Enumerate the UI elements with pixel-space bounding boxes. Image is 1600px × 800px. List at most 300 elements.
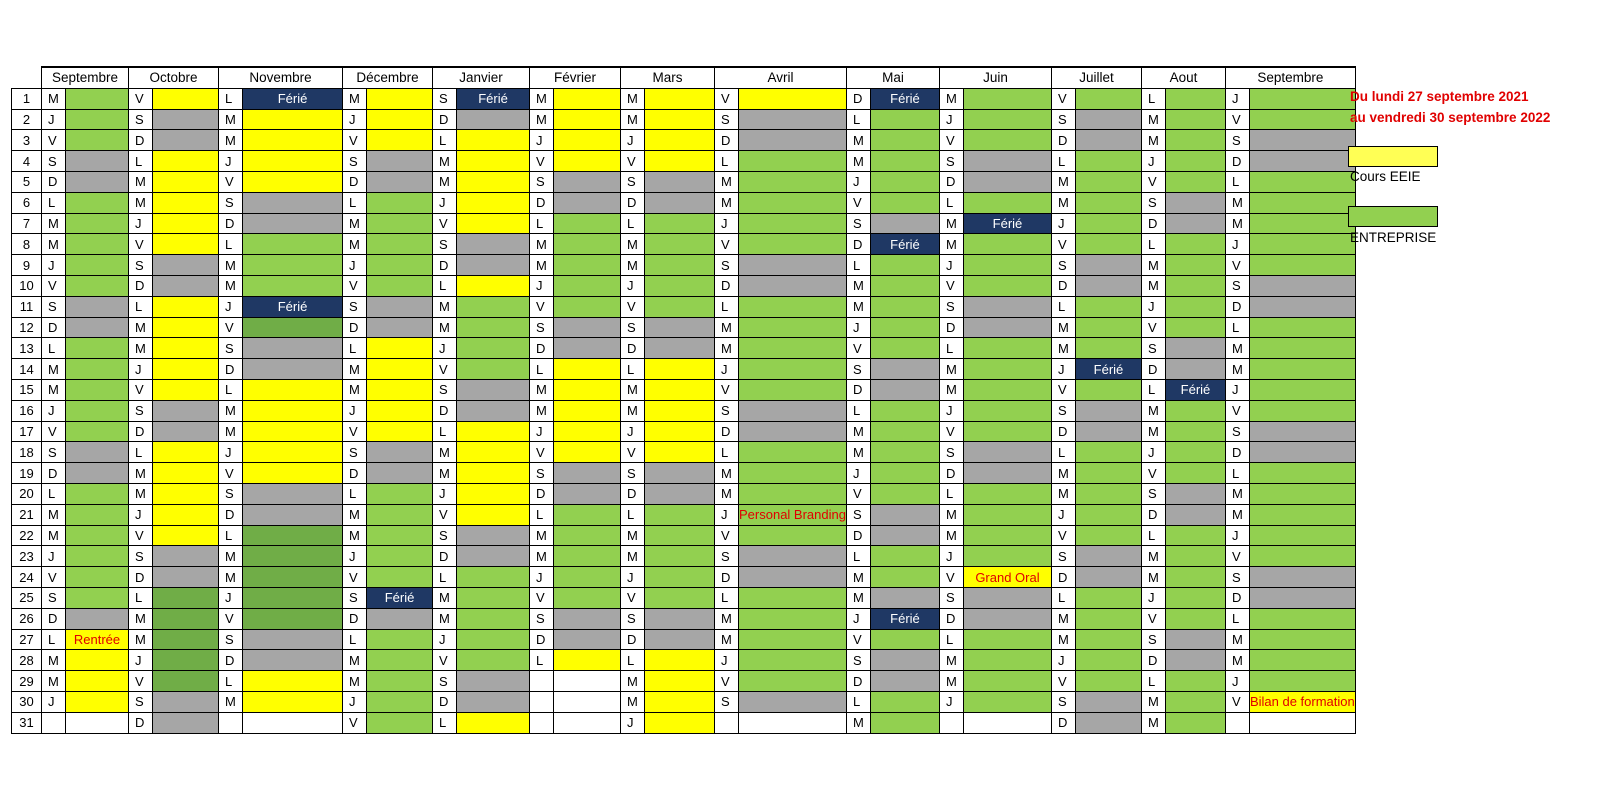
- weekday-letter: S: [1225, 130, 1249, 151]
- weekday-letter: V: [219, 608, 243, 629]
- day-cell: [739, 691, 847, 712]
- weekday-letter: J: [939, 691, 963, 712]
- weekday-letter: S: [1141, 629, 1165, 650]
- weekday-letter: S: [530, 171, 554, 192]
- day-cell: [153, 192, 219, 213]
- day-cell: [153, 691, 219, 712]
- day-cell: [963, 671, 1051, 692]
- day-cell: [1249, 255, 1355, 276]
- weekday-letter: L: [1051, 151, 1075, 172]
- weekday-letter: V: [1051, 234, 1075, 255]
- day-cell: [739, 379, 847, 400]
- weekday-letter: M: [343, 525, 367, 546]
- day-cell: [963, 192, 1051, 213]
- weekday-letter: D: [42, 171, 66, 192]
- day-cell: [153, 255, 219, 276]
- weekday-letter: J: [715, 650, 739, 671]
- weekday-letter: L: [715, 296, 739, 317]
- weekday-letter: V: [219, 171, 243, 192]
- day-cell: [367, 671, 433, 692]
- day-row: [12, 629, 1356, 650]
- weekday-letter: S: [1051, 255, 1075, 276]
- day-cell: [457, 608, 530, 629]
- ferie-cell: Férié: [1075, 359, 1141, 380]
- weekday-letter: V: [433, 650, 457, 671]
- day-cell: [153, 379, 219, 400]
- day-cell: [1249, 275, 1355, 296]
- weekday-letter: D: [715, 421, 739, 442]
- weekday-letter: S: [846, 359, 870, 380]
- day-number: 13: [12, 338, 42, 359]
- day-cell: [645, 712, 715, 733]
- day-cell: [66, 671, 129, 692]
- weekday-letter: M: [42, 88, 66, 109]
- day-cell: [1249, 338, 1355, 359]
- weekday-letter: M: [715, 338, 739, 359]
- weekday-letter: M: [219, 130, 243, 151]
- day-cell: [1165, 525, 1225, 546]
- day-row: [12, 483, 1356, 504]
- day-cell: [1165, 587, 1225, 608]
- weekday-letter: J: [433, 483, 457, 504]
- day-cell: [963, 629, 1051, 650]
- day-cell: [870, 483, 939, 504]
- weekday-letter: M: [1051, 192, 1075, 213]
- day-cell: [1075, 608, 1141, 629]
- weekday-letter: S: [433, 525, 457, 546]
- weekday-letter: M: [530, 525, 554, 546]
- weekday-letter: V: [343, 567, 367, 588]
- weekday-letter: D: [621, 338, 645, 359]
- weekday-letter: V: [42, 275, 66, 296]
- day-cell: [739, 567, 847, 588]
- weekday-letter: M: [939, 213, 963, 234]
- weekday-letter: V: [1225, 546, 1249, 567]
- weekday-letter: M: [433, 463, 457, 484]
- day-row: [12, 504, 1356, 525]
- weekday-letter: J: [530, 421, 554, 442]
- day-number: 15: [12, 379, 42, 400]
- weekday-letter: M: [343, 650, 367, 671]
- day-cell: [1075, 691, 1141, 712]
- legend-label-cours: Cours EEIE: [1350, 169, 1421, 184]
- day-cell: [457, 587, 530, 608]
- day-number: 14: [12, 359, 42, 380]
- day-cell: [1249, 109, 1355, 130]
- weekday-letter: D: [343, 463, 367, 484]
- day-cell: [963, 421, 1051, 442]
- day-cell: [645, 296, 715, 317]
- weekday-letter: S: [1225, 275, 1249, 296]
- day-cell: [66, 255, 129, 276]
- weekday-letter: D: [939, 608, 963, 629]
- weekday-letter: V: [1225, 691, 1249, 712]
- day-cell: [554, 213, 621, 234]
- weekday-letter: S: [129, 546, 153, 567]
- day-cell: [554, 359, 621, 380]
- day-cell: [1075, 629, 1141, 650]
- day-cell: [870, 525, 939, 546]
- weekday-letter: M: [846, 712, 870, 733]
- day-cell: [457, 504, 530, 525]
- weekday-letter: L: [530, 650, 554, 671]
- weekday-letter: J: [343, 691, 367, 712]
- weekday-letter: L: [621, 359, 645, 380]
- day-cell: [367, 567, 433, 588]
- weekday-letter: V: [530, 296, 554, 317]
- weekday-letter: S: [715, 255, 739, 276]
- event-cell: Bilan de formation: [1249, 691, 1355, 712]
- day-cell: [66, 421, 129, 442]
- day-cell: [870, 171, 939, 192]
- day-cell: [153, 483, 219, 504]
- day-cell: [645, 234, 715, 255]
- weekday-letter: L: [1051, 587, 1075, 608]
- weekday-letter: M: [219, 546, 243, 567]
- weekday-letter: V: [433, 213, 457, 234]
- day-cell: [457, 421, 530, 442]
- day-cell: [367, 608, 433, 629]
- day-cell: [457, 567, 530, 588]
- day-cell: [739, 359, 847, 380]
- day-cell: [243, 567, 343, 588]
- day-number: 29: [12, 671, 42, 692]
- weekday-letter: V: [621, 296, 645, 317]
- weekday-letter: L: [1141, 379, 1165, 400]
- day-cell: [1249, 317, 1355, 338]
- weekday-letter: M: [1141, 109, 1165, 130]
- day-cell: [1249, 712, 1355, 733]
- month-header: Février: [530, 67, 621, 88]
- weekday-letter: D: [1051, 712, 1075, 733]
- day-cell: [554, 130, 621, 151]
- weekday-letter: D: [1141, 359, 1165, 380]
- weekday-letter: V: [1225, 400, 1249, 421]
- day-number: 5: [12, 171, 42, 192]
- day-cell: [645, 255, 715, 276]
- weekday-letter: S: [219, 629, 243, 650]
- day-cell: [870, 130, 939, 151]
- weekday-letter: J: [129, 359, 153, 380]
- weekday-letter: S: [715, 400, 739, 421]
- day-cell: [457, 213, 530, 234]
- weekday-letter: S: [42, 442, 66, 463]
- weekday-letter: V: [621, 587, 645, 608]
- weekday-letter: D: [129, 130, 153, 151]
- weekday-letter: M: [1225, 483, 1249, 504]
- day-cell: [457, 192, 530, 213]
- day-cell: [153, 567, 219, 588]
- day-cell: [870, 296, 939, 317]
- weekday-letter: L: [1141, 525, 1165, 546]
- day-row: [12, 213, 1356, 234]
- day-cell: [457, 171, 530, 192]
- weekday-letter: J: [1225, 379, 1249, 400]
- weekday-letter: D: [530, 192, 554, 213]
- weekday-letter: S: [715, 109, 739, 130]
- day-cell: [1075, 567, 1141, 588]
- weekday-letter: V: [715, 379, 739, 400]
- day-cell: [367, 171, 433, 192]
- day-cell: [367, 88, 433, 109]
- day-cell: [739, 296, 847, 317]
- weekday-letter: S: [530, 463, 554, 484]
- weekday-letter: M: [42, 671, 66, 692]
- weekday-letter: J: [530, 567, 554, 588]
- day-cell: [645, 151, 715, 172]
- day-cell: [645, 317, 715, 338]
- weekday-letter: L: [1051, 296, 1075, 317]
- weekday-letter: D: [129, 712, 153, 733]
- weekday-letter: J: [343, 546, 367, 567]
- day-row: [12, 171, 1356, 192]
- weekday-letter: M: [129, 483, 153, 504]
- day-cell: [243, 359, 343, 380]
- day-cell: [66, 712, 129, 733]
- weekday-letter: M: [343, 88, 367, 109]
- weekday-letter: S: [129, 109, 153, 130]
- weekday-letter: M: [846, 567, 870, 588]
- day-cell: [243, 629, 343, 650]
- day-cell: [153, 587, 219, 608]
- weekday-letter: M: [1225, 192, 1249, 213]
- day-cell: [739, 109, 847, 130]
- weekday-letter: V: [1051, 525, 1075, 546]
- weekday-letter: M: [219, 421, 243, 442]
- day-cell: [1075, 275, 1141, 296]
- day-cell: [457, 109, 530, 130]
- day-cell: [1249, 213, 1355, 234]
- day-cell: [66, 379, 129, 400]
- day-cell: [739, 671, 847, 692]
- day-cell: [1165, 546, 1225, 567]
- weekday-letter: M: [1141, 130, 1165, 151]
- day-cell: [645, 338, 715, 359]
- weekday-letter: S: [621, 171, 645, 192]
- weekday-letter: [939, 712, 963, 733]
- day-cell: [554, 171, 621, 192]
- day-cell: [870, 338, 939, 359]
- weekday-letter: L: [433, 275, 457, 296]
- weekday-letter: M: [621, 255, 645, 276]
- day-cell: [739, 151, 847, 172]
- weekday-letter: J: [1225, 88, 1249, 109]
- weekday-letter: D: [846, 525, 870, 546]
- weekday-letter: D: [42, 608, 66, 629]
- weekday-letter: L: [846, 109, 870, 130]
- day-cell: [645, 463, 715, 484]
- day-cell: [1165, 192, 1225, 213]
- weekday-letter: M: [846, 130, 870, 151]
- day-cell: [243, 192, 343, 213]
- day-cell: [963, 400, 1051, 421]
- weekday-letter: M: [219, 255, 243, 276]
- weekday-letter: D: [433, 691, 457, 712]
- weekday-letter: S: [1141, 338, 1165, 359]
- period-line-2: au vendredi 30 septembre 2022: [1350, 110, 1551, 125]
- day-cell: [66, 525, 129, 546]
- weekday-letter: L: [715, 151, 739, 172]
- weekday-letter: D: [530, 338, 554, 359]
- weekday-letter: L: [530, 504, 554, 525]
- weekday-letter: D: [1225, 296, 1249, 317]
- weekday-letter: J: [1051, 213, 1075, 234]
- day-cell: [554, 275, 621, 296]
- calendar-table: [11, 66, 1356, 734]
- weekday-letter: L: [219, 234, 243, 255]
- day-cell: [66, 587, 129, 608]
- day-cell: [1165, 463, 1225, 484]
- weekday-letter: V: [939, 275, 963, 296]
- weekday-letter: S: [846, 213, 870, 234]
- day-cell: [963, 525, 1051, 546]
- day-cell: [645, 275, 715, 296]
- weekday-letter: M: [42, 359, 66, 380]
- day-cell: [1165, 650, 1225, 671]
- weekday-letter: D: [219, 504, 243, 525]
- weekday-letter: S: [621, 463, 645, 484]
- day-row: [12, 359, 1356, 380]
- weekday-letter: M: [1225, 338, 1249, 359]
- day-cell: [963, 317, 1051, 338]
- weekday-letter: J: [1141, 587, 1165, 608]
- ferie-cell: Férié: [870, 88, 939, 109]
- weekday-letter: M: [939, 504, 963, 525]
- day-cell: [554, 463, 621, 484]
- weekday-letter: M: [129, 629, 153, 650]
- weekday-letter: V: [846, 629, 870, 650]
- weekday-letter: S: [846, 504, 870, 525]
- day-row: [12, 712, 1356, 733]
- weekday-letter: V: [1225, 255, 1249, 276]
- weekday-letter: J: [1051, 504, 1075, 525]
- weekday-letter: L: [129, 296, 153, 317]
- weekday-letter: M: [219, 275, 243, 296]
- weekday-letter: J: [621, 130, 645, 151]
- day-cell: [153, 151, 219, 172]
- day-cell: [554, 421, 621, 442]
- day-cell: [1075, 130, 1141, 151]
- day-cell: [66, 483, 129, 504]
- day-cell: [963, 712, 1051, 733]
- weekday-letter: M: [42, 379, 66, 400]
- day-cell: [1165, 691, 1225, 712]
- day-cell: [645, 629, 715, 650]
- day-cell: [457, 463, 530, 484]
- weekday-letter: M: [621, 525, 645, 546]
- weekday-letter: S: [530, 317, 554, 338]
- weekday-letter: M: [621, 546, 645, 567]
- weekday-letter: L: [219, 525, 243, 546]
- event-cell: Grand Oral: [963, 567, 1051, 588]
- weekday-letter: J: [433, 338, 457, 359]
- weekday-letter: M: [433, 296, 457, 317]
- day-cell: [367, 400, 433, 421]
- weekday-letter: S: [433, 671, 457, 692]
- day-cell: [1249, 608, 1355, 629]
- weekday-letter: S: [846, 650, 870, 671]
- weekday-letter: D: [1051, 567, 1075, 588]
- weekday-letter: M: [1225, 213, 1249, 234]
- weekday-letter: S: [42, 587, 66, 608]
- weekday-letter: D: [1225, 442, 1249, 463]
- weekday-letter: D: [621, 192, 645, 213]
- weekday-letter: S: [343, 151, 367, 172]
- weekday-letter: V: [846, 338, 870, 359]
- day-cell: [153, 88, 219, 109]
- day-cell: [153, 546, 219, 567]
- weekday-letter: S: [1225, 421, 1249, 442]
- weekday-letter: V: [219, 317, 243, 338]
- day-cell: [1249, 567, 1355, 588]
- weekday-letter: L: [129, 442, 153, 463]
- day-cell: [1075, 151, 1141, 172]
- weekday-letter: V: [42, 421, 66, 442]
- day-number: 21: [12, 504, 42, 525]
- weekday-letter: M: [433, 317, 457, 338]
- day-cell: [153, 504, 219, 525]
- day-cell: [243, 255, 343, 276]
- weekday-letter: V: [621, 442, 645, 463]
- day-cell: [457, 130, 530, 151]
- day-cell: [645, 691, 715, 712]
- weekday-letter: L: [343, 629, 367, 650]
- weekday-letter: J: [530, 130, 554, 151]
- weekday-letter: V: [433, 504, 457, 525]
- weekday-letter: M: [1141, 421, 1165, 442]
- weekday-letter: J: [42, 691, 66, 712]
- day-number: 28: [12, 650, 42, 671]
- weekday-letter: V: [715, 88, 739, 109]
- day-row: [12, 525, 1356, 546]
- weekday-letter: V: [715, 234, 739, 255]
- day-cell: [1075, 296, 1141, 317]
- month-header: Septembre: [42, 67, 129, 88]
- day-cell: [739, 192, 847, 213]
- weekday-letter: D: [530, 483, 554, 504]
- weekday-letter: S: [621, 317, 645, 338]
- day-cell: [739, 130, 847, 151]
- weekday-letter: S: [715, 546, 739, 567]
- day-cell: [870, 712, 939, 733]
- day-cell: [1075, 504, 1141, 525]
- day-cell: [870, 629, 939, 650]
- day-cell: [1249, 442, 1355, 463]
- day-cell: [243, 130, 343, 151]
- day-cell: [66, 213, 129, 234]
- weekday-letter: L: [1141, 671, 1165, 692]
- ferie-cell: Férié: [243, 296, 343, 317]
- weekday-letter: M: [42, 650, 66, 671]
- weekday-letter: M: [343, 213, 367, 234]
- weekday-letter: S: [219, 483, 243, 504]
- weekday-letter: V: [343, 275, 367, 296]
- month-header: Octobre: [129, 67, 219, 88]
- day-number: 23: [12, 546, 42, 567]
- day-cell: [645, 483, 715, 504]
- day-cell: [870, 109, 939, 130]
- weekday-letter: D: [129, 567, 153, 588]
- day-cell: [243, 171, 343, 192]
- weekday-letter: M: [129, 317, 153, 338]
- ferie-cell: Férié: [457, 88, 530, 109]
- day-cell: [645, 608, 715, 629]
- weekday-letter: M: [715, 317, 739, 338]
- weekday-letter: V: [621, 151, 645, 172]
- weekday-letter: J: [1051, 359, 1075, 380]
- day-cell: [870, 504, 939, 525]
- weekday-letter: V: [343, 712, 367, 733]
